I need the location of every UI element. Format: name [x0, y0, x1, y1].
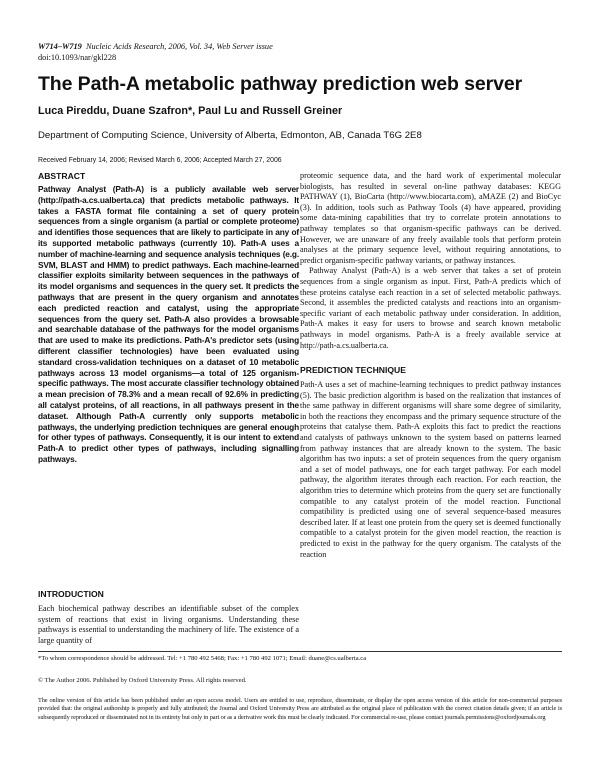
authors: Luca Pireddu, Duane Szafron*, Paul Lu and Russell Greiner [38, 105, 343, 117]
copyright-notice: © The Author 2006. Published by Oxford University Press. All rights reserved. [38, 677, 247, 684]
footnote-divider [38, 651, 562, 652]
introduction-paragraph-2: Pathway Analyst (Path-A) is a web server that takes a set of protein sequences from a single organism as input. First, Path-A predicts which of these proteins catalyse each reaction in a set of selected metabolic pathways. Second, it assembles the predicted catalysts and reactions into an organism-specific variant of each metabolic pathway under consideration. In addition, Path-A makes it easy for users to browse and search known metabolic pathways in model organisms. Path-A is a freely available service at http://path-a.cs.ualberta.ca. [300, 266, 561, 350]
doi: doi:10.1093/nar/gkl228 [38, 53, 117, 62]
citation-line [38, 42, 273, 53]
left-column [38, 171, 299, 465]
right-column [300, 171, 561, 560]
prediction-technique-text: Path-A uses a set of machine-learning techniques to predict pathway instances (5). The basic prediction algorithm is based on the realization that instances of the same pathway in different organisms will share some degree of similarity, in both the reactions they encompass and the primary sequence structure of the proteins that catalyse them. Path-A exploits this fact to predict the reactions and catalysts of pathways unknown to the system based on patterns learned from pathway instances that are already known to the system. The basic algorithm has two inputs: a set of protein sequences from the query organism and a set of model pathways, one for each target pathway. For each model pathway, the algorithm iterates through each reaction. For each reaction, the algorithm tries to determine which proteins from the query set are functionally compatible to any catalyst protein of the model reaction. Functional compatibility is predicted using one of several sequence-based measures described later. If at least one protein from the query set is deemed functionally compatible to a catalyst protein for the given model reaction, the reaction is predicted to exist in the pathway for the query organism. The catalysts of the reaction [300, 380, 561, 559]
introduction-text: Each biochemical pathway describes an identifiable subset of the complex system of reactions that exist in living organisms. Understanding these pathways is essential to understanding the machinery of life. The existence of a large quantity of [38, 604, 299, 645]
journal-name: Nucleic Acids Research, 2006, Vol. 34, Web Server issue [85, 42, 273, 51]
abstract-heading: ABSTRACT [38, 171, 86, 181]
received-dates: Received February 14, 2006; Revised March 6, 2006; Accepted March 27, 2006 [38, 157, 282, 164]
affiliation: Department of Computing Science, University of Alberta, Edmonton, AB, Canada T6G 2E8 [38, 130, 422, 141]
paper-title: The Path-A metabolic pathway prediction web server [38, 73, 523, 95]
prediction-technique-heading: PREDICTION TECHNIQUE [300, 365, 406, 376]
license-text: The online version of this article has been published under an open access model. Users are entitled to use, reproduce, disseminate, or display the open access version of this article for non-commercial purposes provided that: the original authorship is properly and fully attributed; the Journal and Oxford University Press are attributed as the original place of publication with the correct citation details given; if an article is subsequently reproduced or disseminated not in its entirety but only in part or as a derivative work this must be clearly indicated. For commercial re-use, please contact journals.permissions@oxfordjournals.org [38, 697, 562, 721]
abstract-text: Pathway Analyst (Path-A) is a publicly available web server (http://path-a.cs.ualberta.ca) that predicts metabolic pathways. It takes a FASTA format file containing a set of query protein sequences from a single organism (a partial or complete proteome) and identifies those sequences that are likely to participate in any of its supported metabolic pathways (currently 10). Path-A uses a number of machine-learning and sequence analysis techniques (e.g. SVM, BLAST and HMM) to predict pathways. Each machine-learned classifier exploits similarity between sequences in the pathways of its model organisms and sequences in the query set. It predicts the pathways that are present in the query organism and annotates each predicted reaction and catalyst, using the appropriate sequences from the query set. Path-A also provides a browsable and searchable database of the pathways for the model organisms that are used to make its predictions. Path-A's predictor sets (using different classifier technologies) have been evaluated using standard cross-validation techniques on a dataset of 10 metabolic pathways across 13 model organisms—a total of 125 organism-specific pathways. The most accurate classifier technology obtained a mean precision of 78.3% and a mean recall of 92.6% in predicting all catalyst proteins, of all reactions, in all pathways present in the dataset. Although Path-A currently only supports metabolic pathways, the underlying prediction techniques are general enough for other types of pathways. Consequently, it is our intent to extend Path-A to predict other types of pathways, including signalling pathways. [38, 184, 299, 464]
correspondence-footnote: *To whom correspondence should be addressed. Tel: +1 780 492 5468; Fax: +1 780 492 1071; Email: duane@cs.ualberta.ca [38, 655, 367, 662]
page-range: W714–W719 [38, 42, 82, 51]
introduction-heading: INTRODUCTION [38, 589, 104, 599]
introduction-continuation: proteomic sequence data, and the hard work of experimental molecular biologists, has resulted in several on-line pathway databases: KEGG PATHWAY (1), BioCarta (http://www.biocarta.com), aMAZE (2) and BioCyc (3). In addition, tools such as Pathway Tools (4) have appeared, providing some data-mining capabilities that try to correlate protein annotations to pathway templates so that organism-specific pathways can be derived. However, we are unaware of any freely available tools that perform protein analyses at the primary sequence level, without requiring annotations, to predict organism-specific pathway variants, or pathway instances. [300, 171, 561, 265]
